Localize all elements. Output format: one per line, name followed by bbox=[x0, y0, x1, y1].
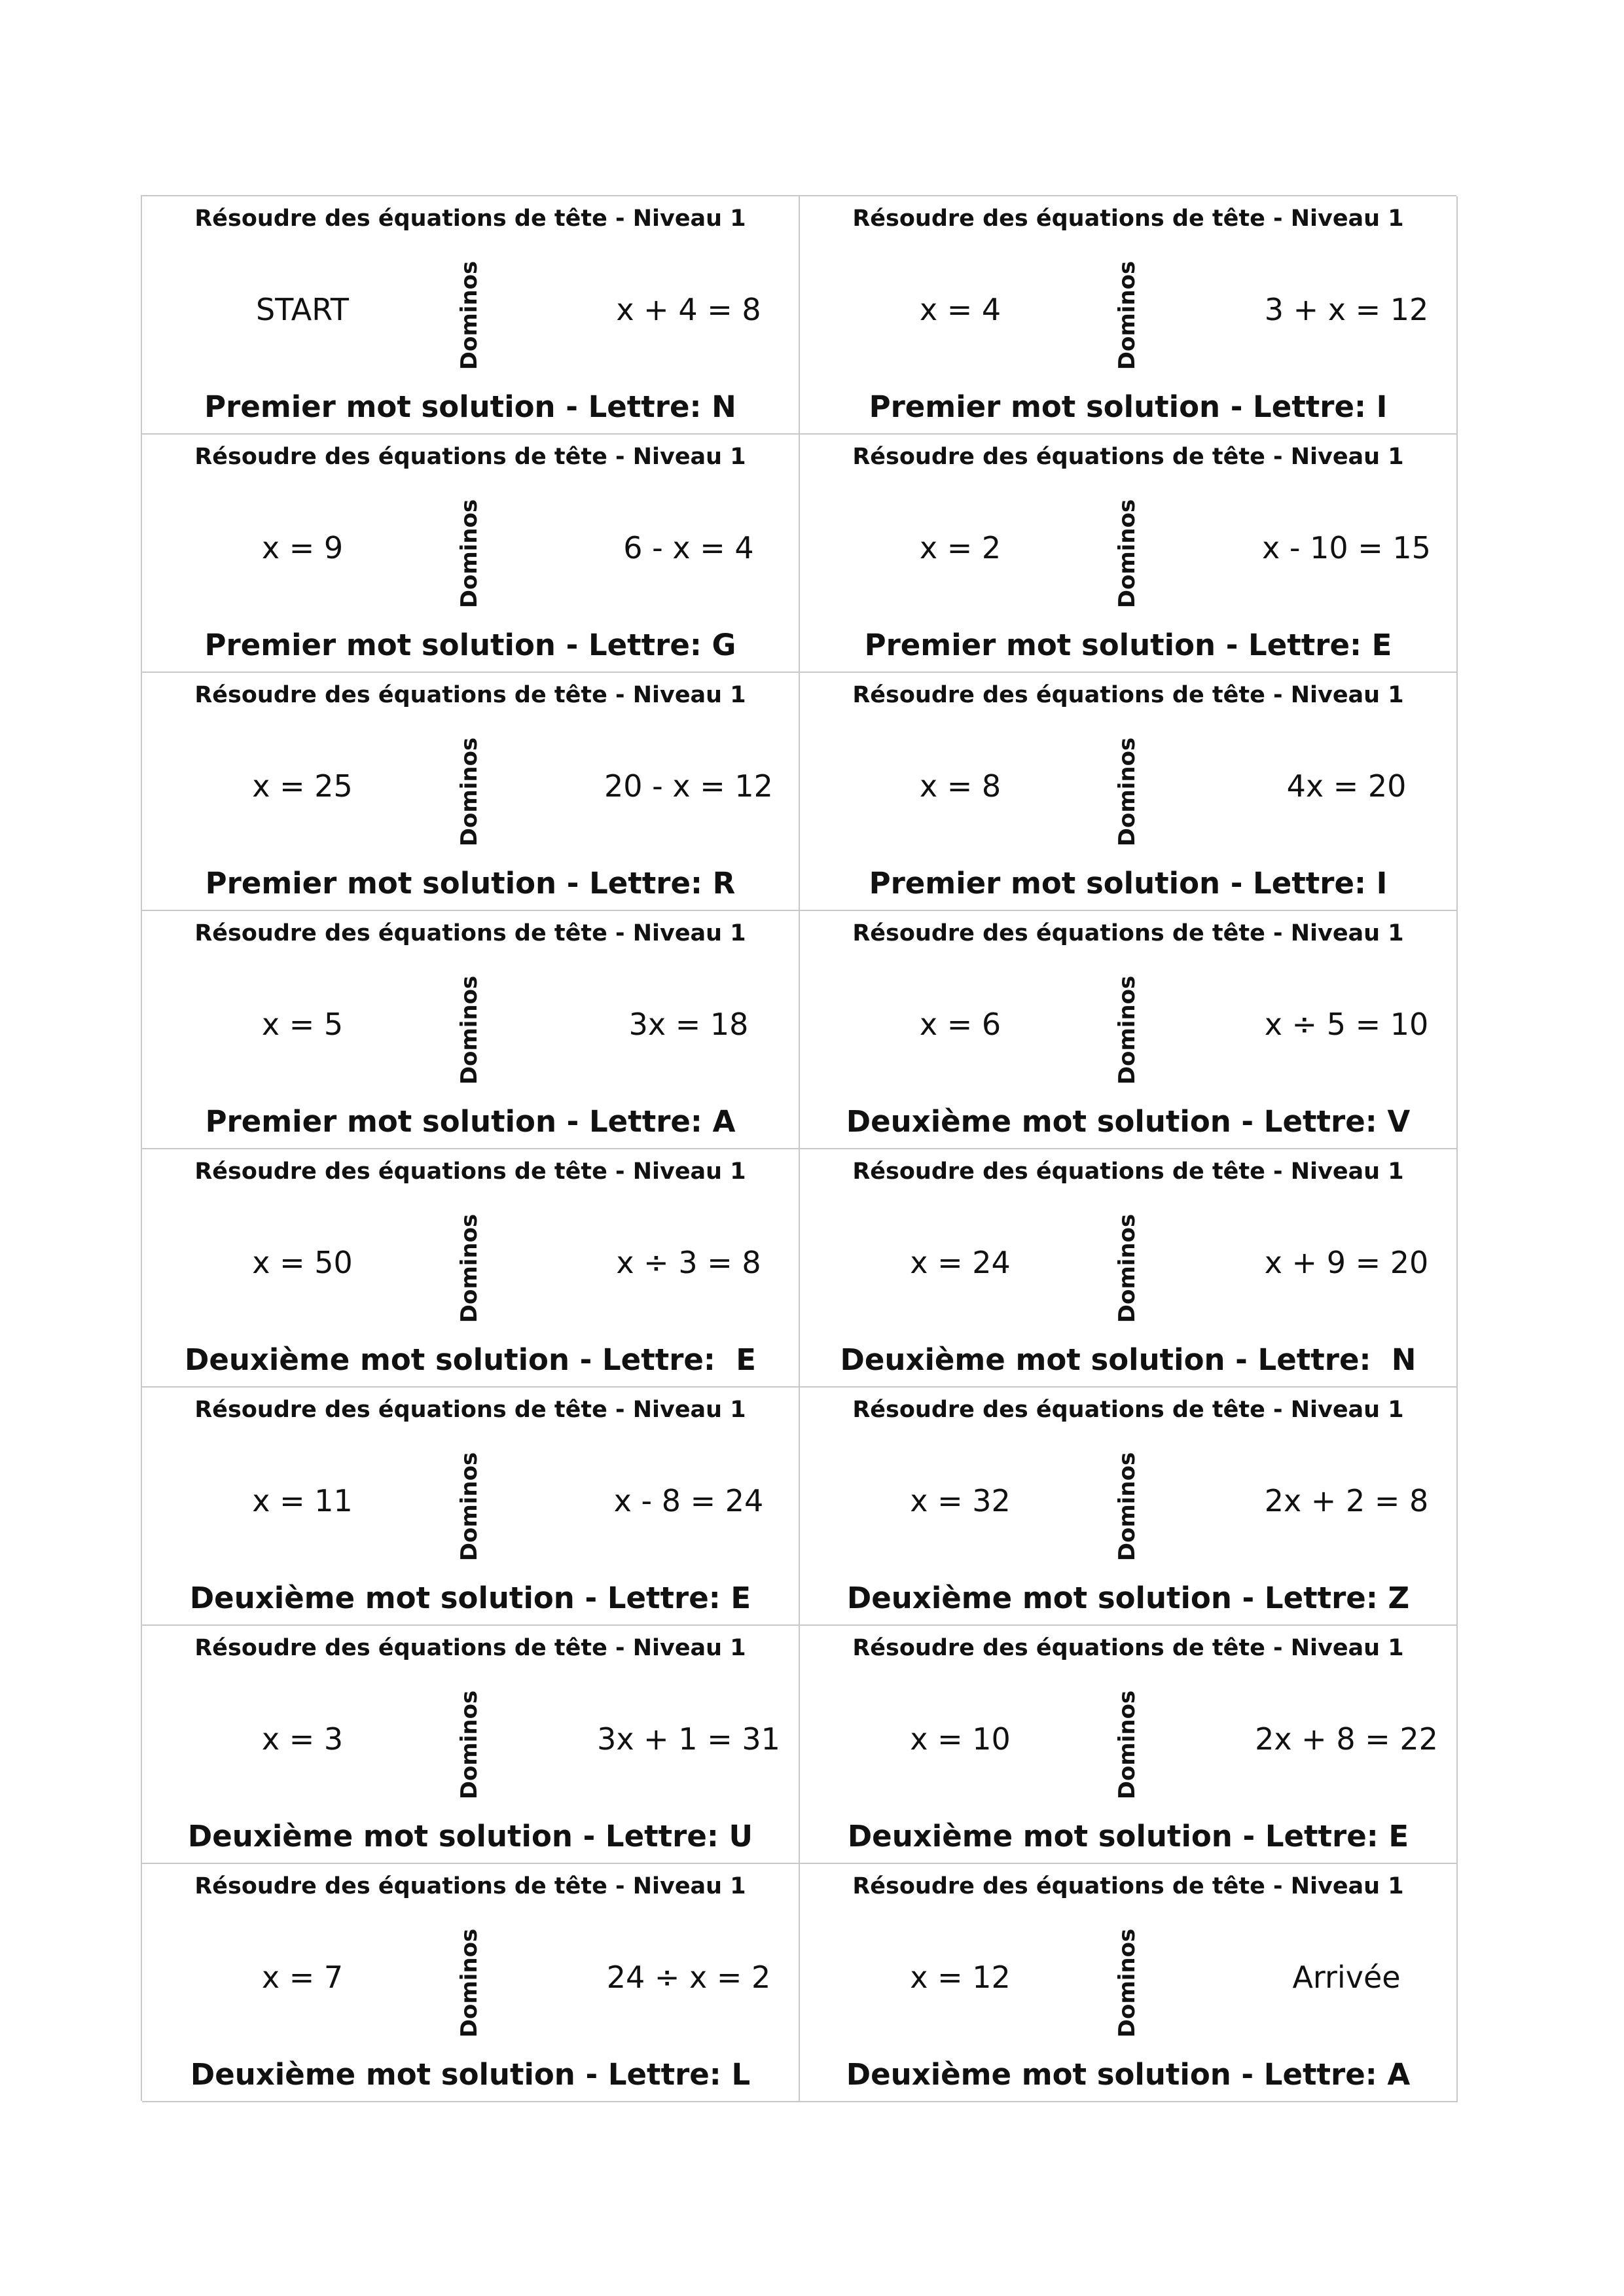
card-solution-letter: Deuxième mot solution - Lettre: V bbox=[846, 1104, 1411, 1139]
card-divider-label: Dominos bbox=[456, 1213, 482, 1323]
card-equation: x + 4 = 8 bbox=[616, 292, 761, 327]
card-equation: 2x + 2 = 8 bbox=[1264, 1483, 1429, 1518]
card-equation: x + 9 = 20 bbox=[1264, 1245, 1429, 1280]
card-answer: x = 25 bbox=[252, 768, 353, 804]
domino-card-1 bbox=[142, 196, 800, 435]
card-divider-label: Dominos bbox=[1114, 1928, 1140, 2038]
domino-card-16 bbox=[800, 1864, 1458, 2102]
card-solution-letter: Premier mot solution - Lettre: I bbox=[869, 389, 1388, 424]
card-answer: x = 2 bbox=[919, 530, 1001, 565]
card-answer: x = 9 bbox=[261, 530, 344, 565]
card-solution-letter: Premier mot solution - Lettre: G bbox=[204, 628, 736, 662]
card-answer: START bbox=[256, 292, 349, 327]
card-title: Résoudre des équations de tête - Niveau 1 bbox=[852, 1158, 1404, 1185]
card-title: Résoudre des équations de tête - Niveau 1 bbox=[852, 1635, 1404, 1661]
card-divider-label: Dominos bbox=[456, 1928, 482, 2038]
card-title: Résoudre des équations de tête - Niveau 1 bbox=[194, 1158, 746, 1185]
card-equation: Arrivée bbox=[1292, 1960, 1401, 1995]
domino-card-7 bbox=[142, 911, 800, 1149]
domino-card-9 bbox=[142, 1149, 800, 1388]
card-answer: x = 50 bbox=[252, 1245, 353, 1280]
card-equation: 2x + 8 = 22 bbox=[1255, 1721, 1438, 1757]
card-solution-letter: Deuxième mot solution - Lettre: E bbox=[847, 1819, 1409, 1854]
domino-card-5 bbox=[142, 673, 800, 911]
card-solution-letter: Deuxième mot solution - Lettre: E bbox=[185, 1342, 756, 1377]
card-title: Résoudre des équations de tête - Niveau 1 bbox=[852, 444, 1404, 470]
card-title: Résoudre des équations de tête - Niveau 1 bbox=[852, 920, 1404, 946]
card-answer: x = 4 bbox=[919, 292, 1001, 327]
card-title: Résoudre des équations de tête - Niveau 1 bbox=[852, 682, 1404, 708]
card-solution-letter: Deuxième mot solution - Lettre: L bbox=[190, 2057, 751, 2092]
card-title: Résoudre des équations de tête - Niveau 1 bbox=[194, 682, 746, 708]
card-answer: x = 7 bbox=[261, 1960, 344, 1995]
card-solution-letter: Deuxième mot solution - Lettre: A bbox=[846, 2057, 1411, 2092]
card-divider-label: Dominos bbox=[456, 499, 482, 609]
card-solution-letter: Deuxième mot solution - Lettre: E bbox=[189, 1581, 751, 1615]
card-divider-label: Dominos bbox=[456, 260, 482, 370]
card-equation: 3 + x = 12 bbox=[1264, 292, 1429, 327]
card-equation: x - 10 = 15 bbox=[1262, 530, 1431, 565]
card-equation: 3x = 18 bbox=[628, 1007, 749, 1042]
card-solution-letter: Deuxième mot solution - Lettre: Z bbox=[846, 1581, 1410, 1615]
domino-card-15 bbox=[142, 1864, 800, 2102]
card-equation: 24 ÷ x = 2 bbox=[606, 1960, 771, 1995]
card-title: Résoudre des équations de tête - Niveau 1 bbox=[194, 920, 746, 946]
domino-card-6 bbox=[800, 673, 1458, 911]
domino-card-3 bbox=[142, 435, 800, 673]
card-divider-label: Dominos bbox=[456, 737, 482, 847]
domino-card-10 bbox=[800, 1149, 1458, 1388]
card-solution-letter: Premier mot solution - Lettre: R bbox=[205, 866, 736, 901]
card-title: Résoudre des équations de tête - Niveau 1 bbox=[194, 444, 746, 470]
card-equation: 4x = 20 bbox=[1286, 768, 1407, 804]
card-divider-label: Dominos bbox=[1114, 1213, 1140, 1323]
card-answer: x = 32 bbox=[910, 1483, 1011, 1518]
card-answer: x = 24 bbox=[910, 1245, 1011, 1280]
domino-card-12 bbox=[800, 1388, 1458, 1626]
domino-card-2 bbox=[800, 196, 1458, 435]
domino-card-grid bbox=[141, 195, 1456, 2101]
card-title: Résoudre des équations de tête - Niveau 1 bbox=[194, 1635, 746, 1661]
card-title: Résoudre des équations de tête - Niveau 1 bbox=[194, 1397, 746, 1423]
domino-card-14 bbox=[800, 1626, 1458, 1864]
card-solution-letter: Deuxième mot solution - Lettre: N bbox=[840, 1342, 1416, 1377]
card-equation: x - 8 = 24 bbox=[613, 1483, 764, 1518]
card-divider-label: Dominos bbox=[1114, 1690, 1140, 1800]
card-equation: x ÷ 3 = 8 bbox=[616, 1245, 761, 1280]
card-solution-letter: Premier mot solution - Lettre: A bbox=[205, 1104, 736, 1139]
card-divider-label: Dominos bbox=[456, 1690, 482, 1800]
card-equation: x ÷ 5 = 10 bbox=[1264, 1007, 1429, 1042]
card-solution-letter: Premier mot solution - Lettre: I bbox=[869, 866, 1388, 901]
card-divider-label: Dominos bbox=[1114, 499, 1140, 609]
card-divider-label: Dominos bbox=[456, 1452, 482, 1562]
card-divider-label: Dominos bbox=[1114, 260, 1140, 370]
card-answer: x = 10 bbox=[910, 1721, 1011, 1757]
card-answer: x = 5 bbox=[261, 1007, 344, 1042]
card-divider-label: Dominos bbox=[1114, 975, 1140, 1085]
card-answer: x = 12 bbox=[910, 1960, 1011, 1995]
card-solution-letter: Premier mot solution - Lettre: E bbox=[864, 628, 1392, 662]
card-answer: x = 6 bbox=[919, 1007, 1001, 1042]
card-title: Résoudre des équations de tête - Niveau 1 bbox=[852, 1397, 1404, 1423]
card-answer: x = 11 bbox=[252, 1483, 353, 1518]
card-solution-letter: Premier mot solution - Lettre: N bbox=[204, 389, 736, 424]
card-answer: x = 8 bbox=[919, 768, 1001, 804]
domino-card-13 bbox=[142, 1626, 800, 1864]
card-equation: 3x + 1 = 31 bbox=[597, 1721, 780, 1757]
card-answer: x = 3 bbox=[261, 1721, 344, 1757]
card-title: Résoudre des équations de tête - Niveau 1 bbox=[852, 1873, 1404, 1899]
card-equation: 6 - x = 4 bbox=[623, 530, 754, 565]
card-divider-label: Dominos bbox=[456, 975, 482, 1085]
card-equation: 20 - x = 12 bbox=[604, 768, 773, 804]
card-title: Résoudre des équations de tête - Niveau 1 bbox=[194, 206, 746, 232]
card-divider-label: Dominos bbox=[1114, 737, 1140, 847]
card-solution-letter: Deuxième mot solution - Lettre: U bbox=[187, 1819, 753, 1854]
domino-card-4 bbox=[800, 435, 1458, 673]
card-title: Résoudre des équations de tête - Niveau 1 bbox=[852, 206, 1404, 232]
domino-card-8 bbox=[800, 911, 1458, 1149]
card-divider-label: Dominos bbox=[1114, 1452, 1140, 1562]
card-title: Résoudre des équations de tête - Niveau 1 bbox=[194, 1873, 746, 1899]
domino-card-11 bbox=[142, 1388, 800, 1626]
